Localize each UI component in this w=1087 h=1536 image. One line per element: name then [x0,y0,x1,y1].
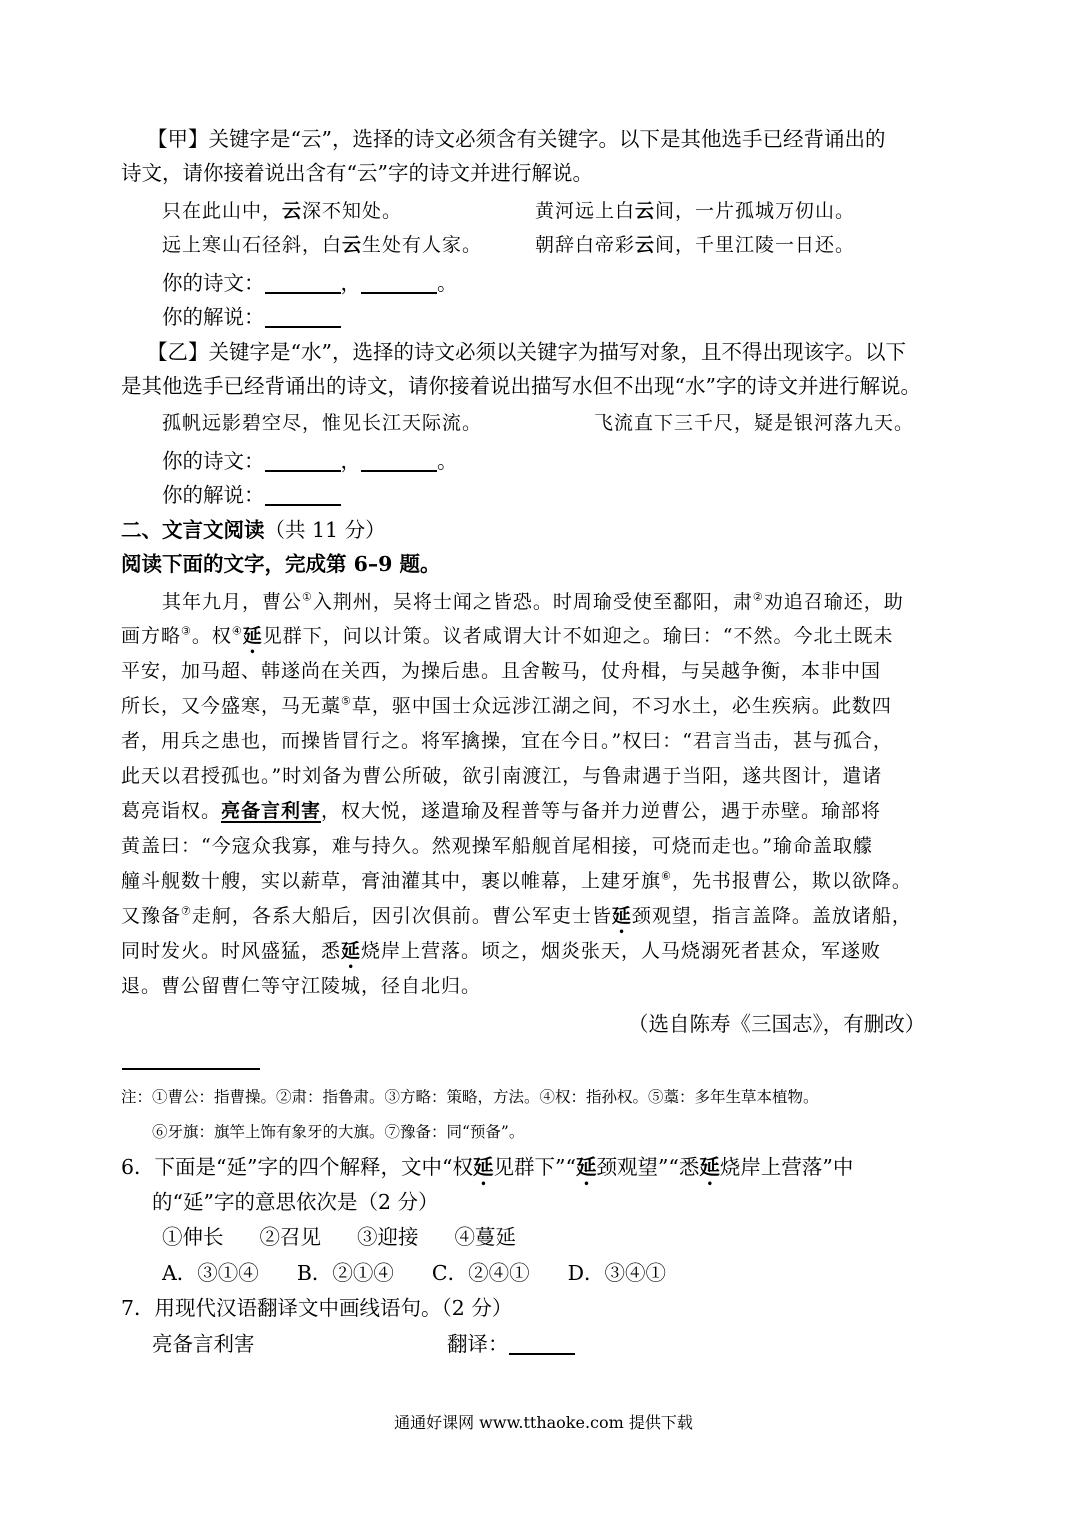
answer-blank[interactable] [265,450,341,472]
passage-source: （选自陈寿《三国志》，有删改） [628,1012,926,1036]
footnote-divider [122,1068,260,1070]
option-c[interactable]: C．②④① [431,1261,530,1285]
notes-line-2: ⑥牙旗：旗竿上饰有象牙的大旗。⑦豫备：同“预备”。 [152,1123,525,1141]
q6-line-2: 的“延”字的意思依次是（2 分） [152,1190,439,1214]
passage-line-12: 退。曹公留曹仁等守江陵城，径自北归。 [121,975,482,997]
passage-line-3: 平安，加马超、韩遂尚在关西，为操后患。且舍鞍马，仗舟楫，与吴越争衡，本非中国 [121,660,882,682]
passage-line-11: 同时发火。时风盛猛，悉延烧岸上营落。顷之，烟炎张天，人马烧溺死者甚众，军遂败 [121,940,882,962]
passage-line-5: 者，用兵之患也，而操皆冒行之。将军擒操，宜在今日。”权曰：“君言当击，甚与孤合， [121,730,893,752]
yi-your-explain: 你的解说： [162,482,341,508]
passage-line-7: 葛亮诣权。亮备言利害，权大悦，遂遣瑜及程普等与备并力逆曹公，遇于赤壁。瑜部将 [121,800,882,822]
jia-poem-1: 只在此山中，云深不知处。 [162,200,403,222]
option-b[interactable]: B．②①④ [296,1261,394,1285]
passage-line-6: 此天以君授孤也。”时刘备为曹公所破，欲引南渡江，与鲁肃遇于当阳，遂共图计，遣诸 [121,765,883,787]
passage-line-9: 艟斗舰数十艘，实以薪草，膏油灌其中，裹以帷幕，上建牙旗⑥，先书报曹公，欺以欲降。 [121,869,912,892]
answer-blank[interactable] [361,272,437,294]
jia-your-explain: 你的解说： [162,304,341,330]
answer-blank[interactable] [361,450,437,472]
section-title: 二、文言文阅读（共 11 分） [121,518,386,542]
answer-blank[interactable] [265,272,341,294]
passage-line-8: 黄盖曰：“今寇众我寡，难与持久。然观操军船舰首尾相接，可烧而走也。”瑜命盖取艨 [121,835,873,857]
yi-your-poem: 你的诗文： ， 。 [162,449,458,473]
passage-line-10: 又豫备⑦走舸，各系大船后，因引次俱前。曹公军吏士皆延颈观望，指言盖降。盖放诸船， [121,904,912,927]
footer: 通通好课网 www.tthaoke.com 提供下载 [394,1413,693,1432]
answer-blank[interactable] [265,484,341,506]
q6-meanings: ①伸长 ②召见 ③迎接 ④蔓延 [162,1225,516,1249]
q7-line-1: 7．用现代汉语翻译文中画线语句。（2 分） [121,1296,513,1320]
jia-your-poem: 你的诗文： ， 。 [162,271,458,295]
underlined-sentence: 亮备言利害 [221,800,322,822]
yi-poem-2: 飞流直下三千尺，疑是银河落九天。 [594,412,915,434]
jia-line2: 诗文，请你接着说出含有“云”字的诗文并进行解说。 [121,161,593,185]
jia-poem-2: 黄河远上白云间，一片孤城万仞山。 [535,200,856,222]
jia-poem-3: 远上寒山石径斜，白云生处有人家。 [162,234,483,256]
passage-line-2: 画方略③。权④延见群下，问以计策。议者咸谓大计不如迎之。瑜曰：“不然。今北土既未 [121,624,894,647]
q6-line-1: 6．下面是“延”字的四个解释，文中“权延见群下”“延颈观望”“悉延烧岸上营落”中 [121,1155,854,1179]
yi-line2: 是其他选手已经背诵出的诗文，请你接着说出描写水但不出现“水”字的诗文并进行解说。 [121,374,921,398]
q7-sentence: 亮备言利害 [152,1332,255,1356]
yi-poem-1: 孤帆远影碧空尽，惟见长江天际流。 [162,412,483,434]
notes-line-1: 注：①曹公：指曹操。②肃：指鲁肃。③方略：策略，方法。④权：指孙权。⑤藁：多年生草本植物。 [121,1088,819,1106]
answer-blank[interactable] [265,306,341,328]
jia-poem-4: 朝辞白帝彩云间，千里江陵一日还。 [535,234,856,256]
option-a[interactable]: A．③①④ [162,1261,259,1285]
option-d[interactable]: D．③④① [567,1261,667,1285]
answer-blank[interactable] [509,1333,575,1355]
passage-line-4: 所长，又今盛寒，马无藁⑤草，驱中国士众远涉江湖之间，不习水土，必生疾病。此数四 [121,694,892,717]
q6-options [162,1260,666,1286]
passage-line-1: 其年九月，曹公①入荆州，吴将士闻之皆恐。时周瑜受使至鄱阳，肃②劝追召瑜还，助 [162,590,904,613]
q7-translate: 翻译： [447,1331,575,1357]
yi-line1: 【乙】关键字是“水”，选择的诗文必须以关键字为描写对象，且不得出现该字。以下 [147,340,906,364]
jia-line1: 【甲】关键字是“云”，选择的诗文必须含有关键字。以下是其他选手已经背诵出的 [147,127,886,151]
section-instruction: 阅读下面的文字，完成第 6–9 题。 [121,552,441,576]
